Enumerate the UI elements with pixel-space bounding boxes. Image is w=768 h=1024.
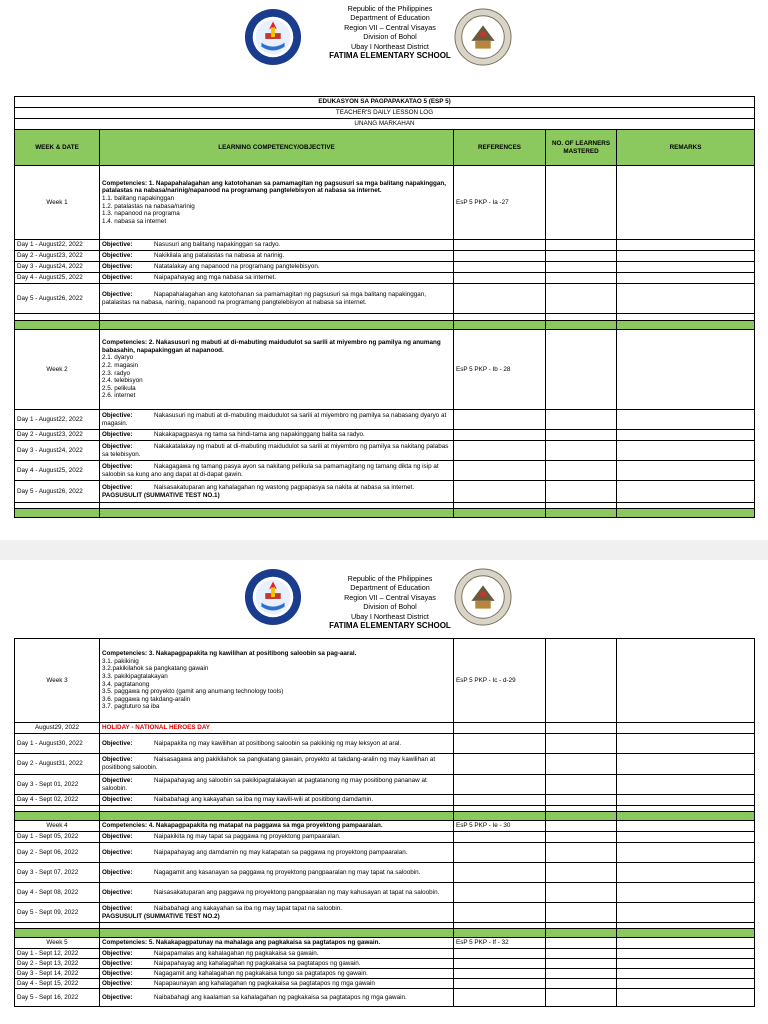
objective-text: Naipapahayag ang mga nabasa sa internet. xyxy=(154,274,277,282)
table-row xyxy=(15,903,755,923)
header-line: Ubay I Northeast District xyxy=(351,41,429,51)
list-item: 3.1. pakikinig xyxy=(102,657,139,665)
table-row xyxy=(15,441,755,461)
list-item: 3.5. paggawa ng proyekto (gamit ang anumang technology tools) xyxy=(102,688,284,696)
week-label: Week 4 xyxy=(15,821,100,832)
week-label: Week 1 xyxy=(15,166,100,240)
week-label: Week 2 xyxy=(15,330,100,410)
header-line: Department of Education xyxy=(350,13,430,23)
school-seal-icon xyxy=(454,8,512,66)
objective-label: Objective: xyxy=(102,411,133,419)
reference-cell: EsP 5 PKP - Ie - 30 xyxy=(454,821,546,832)
table-row xyxy=(15,979,755,989)
table-row xyxy=(15,723,755,734)
header-line: Republic of the Philippines xyxy=(347,574,433,583)
day-date: Day 3 - August24, 2022 xyxy=(15,441,100,461)
table-row xyxy=(15,969,755,979)
table-row xyxy=(15,314,755,321)
objective-label: Objective: xyxy=(102,431,133,439)
table-row xyxy=(15,262,755,273)
objective-label: Objective: xyxy=(102,290,133,298)
header-line: Ubay I Northeast District xyxy=(351,611,429,621)
objective-label: Objective: xyxy=(102,756,133,764)
day-date: Day 2 - August23, 2022 xyxy=(15,251,100,262)
table-row xyxy=(15,795,755,806)
objective-label: Objective: xyxy=(102,274,133,282)
separator-row xyxy=(15,509,755,518)
reference-cell: EsP 5 PKP - Ia -27 xyxy=(454,166,546,240)
objective-text: Naibabahagi ang kakayahan sa iba ng may kawili-wili at positibong damdamin. xyxy=(154,796,374,804)
reference-cell: EsP 5 PKP - If - 32 xyxy=(454,938,546,949)
week-label: Week 5 xyxy=(15,938,100,949)
objective-label: Objective: xyxy=(102,796,133,804)
day-date: Day 3 - Sept 01, 2022 xyxy=(15,775,100,795)
list-item: 1.3. napanood na programa xyxy=(102,210,180,218)
remarks-cell xyxy=(617,330,755,410)
school-seal-icon xyxy=(454,568,512,626)
table-row xyxy=(15,938,755,949)
reference-cell: EsP 5 PKP - Ic - d-29 xyxy=(454,639,546,723)
col-remarks-header: REMARKS xyxy=(617,130,755,166)
table-row xyxy=(15,240,755,251)
table-row xyxy=(15,754,755,775)
school-name: FATIMA ELEMENTARY SCHOOL xyxy=(329,621,451,631)
list-item: 3.7. pagtuturo sa iba xyxy=(102,703,160,711)
competency-cell xyxy=(100,166,454,240)
list-item: 3.6. paggawa ng takdang-aralin xyxy=(102,695,191,703)
table-row xyxy=(15,166,755,240)
objective-text: Napapaunayan ang kahalagahan ng pagkakaisa sa pagtatapos ng mga gawain xyxy=(154,979,375,987)
holiday-label: HOLIDAY - NATIONAL HEROES DAY xyxy=(100,723,454,734)
objective-label: Objective: xyxy=(102,263,133,271)
day-date: Day 1 - August30, 2022 xyxy=(15,734,100,754)
objective-label: Objective: xyxy=(102,252,133,260)
table-row xyxy=(15,273,755,284)
day-date: Day 1 - August22, 2022 xyxy=(15,410,100,430)
competency-text: 4. Nakapagpapakita ng matapat na paggawa sa mga proyektong pampaaralan. xyxy=(148,822,383,830)
objective-text: Naipapahayag ang saloobin sa pakikipagtalakayan at pagtatanong ng may positibong pananaw at saloobin. xyxy=(102,776,427,792)
school-name: FATIMA ELEMENTARY SCHOOL xyxy=(329,51,451,61)
objective-label: Objective: xyxy=(102,969,133,977)
remarks-cell xyxy=(617,166,755,240)
objective-text: Naibabahagi ang kaalaman sa kahalagahan ng pagkakaisa sa pagtatapos ng mga gawain. xyxy=(154,993,407,1001)
objective-label: Objective: xyxy=(102,442,133,450)
table-row xyxy=(15,430,755,441)
table-row xyxy=(15,330,755,410)
list-item: 2.4. telebisyon xyxy=(102,377,143,385)
list-item: 3.2.pakikilahok sa pangkatang gawain xyxy=(102,665,209,673)
table-row xyxy=(15,989,755,1007)
day-date: Day 4 - Sept 15, 2022 xyxy=(15,979,100,989)
day-date: Day 4 - Sept 02, 2022 xyxy=(15,795,100,806)
objective-text: Nakasusuri ng mabuti at di-mabuting maidudulot sa sarili at miyembro ng pamilya sa nabasang dyaryo at magasin. xyxy=(102,411,447,427)
header-line: Region VII – Central Visayas xyxy=(344,592,436,602)
table-row xyxy=(15,284,755,314)
separator-row xyxy=(15,321,755,330)
objective-text: Naisasakatuparan ang paggawa ng proyektong pangpaaralan ng may kahusayan at tapat na saloobin. xyxy=(154,888,440,896)
day-date: Day 4 - August25, 2022 xyxy=(15,461,100,481)
day-date: Day 4 - August25, 2022 xyxy=(15,273,100,284)
table-row xyxy=(15,461,755,481)
header-line: Division of Bohol xyxy=(363,602,417,612)
table-row xyxy=(15,863,755,883)
list-item: 3.3. pakikipagtalakayan xyxy=(102,672,168,680)
objective-label: Objective: xyxy=(102,462,133,470)
objective-text: Naipapamalas ang kahalagahan ng pagkakaisa sa gawain. xyxy=(154,949,319,957)
table-row xyxy=(15,775,755,795)
competency-text: 2. Nakasusuri ng mabuti at di-mabuting maidudulot sa sarili at miyembro ng pamilya ng anumang babasahin, napapakinggan at napanood. xyxy=(102,339,441,354)
objective-label: Objective: xyxy=(102,483,133,491)
objective-text: Naipapahayag ang kahalagahan ng pagkakaisa sa pagtatapos ng gawain. xyxy=(154,959,361,967)
objective-text: Nagagamit ang kasanayan sa paggawa ng proyektong pangpaaralan ng may tapat na saloobin. xyxy=(154,868,421,876)
holiday-date: August29, 2022 xyxy=(15,723,100,734)
header-line: Department of Education xyxy=(350,583,430,593)
learners-cell xyxy=(546,639,617,723)
day-date: Day 2 - August23, 2022 xyxy=(15,430,100,441)
objective-label: Objective: xyxy=(102,888,133,896)
competency-text: 3. Nakapagpapakita ng kawilihan at positibong saloobin sa pag-aaral. xyxy=(148,650,357,658)
summative-test-label: PAGSUSULIT (SUMMATIVE TEST NO.2) xyxy=(102,912,220,920)
table-row xyxy=(15,821,755,832)
learners-cell xyxy=(546,166,617,240)
day-date: Day 5 - Sept 16, 2022 xyxy=(15,989,100,1007)
objective-text: Naipapahayag ang damdamin ng may katapatan sa paggawa ng proyektong pampaaralan. xyxy=(154,848,408,856)
quarter-label: UNANG MARKAHAN xyxy=(15,119,755,130)
objective-label: Objective: xyxy=(102,833,133,841)
objective-label: Objective: xyxy=(102,979,133,987)
col-references-header: REFERENCES xyxy=(454,130,546,166)
objective-text: Nakikilala ang patalastas na nabasa at narinig. xyxy=(154,252,285,260)
table-row xyxy=(15,883,755,903)
day-date: Day 4 - Sept 08, 2022 xyxy=(15,883,100,903)
competencies-label: Competencies: xyxy=(102,339,148,347)
competency-cell xyxy=(100,639,454,723)
day-date: Day 1 - August22, 2022 xyxy=(15,240,100,251)
day-date: Day 5 - Sept 09, 2022 xyxy=(15,903,100,923)
day-date: Day 3 - August24, 2022 xyxy=(15,262,100,273)
objective-text: Naisasagawa ang pakikilahok sa pangkatang gawain, proyekto at takdang-aralin ng may kawilihan at positibong saloobin. xyxy=(102,756,436,771)
objective-label: Objective: xyxy=(102,949,133,957)
list-item: 2.5. pelikula xyxy=(102,384,136,392)
separator-row xyxy=(15,812,755,821)
table-row xyxy=(15,959,755,969)
objective-text: Natatalakay ang napanood na programang pangtelebisyon. xyxy=(154,263,320,271)
objective-label: Objective: xyxy=(102,739,133,747)
week-label: Week 3 xyxy=(15,639,100,723)
day-date: Day 1 - Sept 05, 2022 xyxy=(15,832,100,843)
competency-text: 1. Napapahalagahan ang katotohanan sa pamamagitan ng pagsusuri sa mga balitang napakinggan, patalastas na nabasa/narinig/napanood na programang pangtelebisyon at nabasa sa internet. xyxy=(102,179,446,195)
day-date: Day 5 - August26, 2022 xyxy=(15,481,100,503)
list-item: 2.2. magasin xyxy=(102,361,139,369)
col-competency-header: LEARNING COMPETENCY/OBJECTIVE xyxy=(100,130,454,166)
lesson-log-table-2 xyxy=(14,638,755,1007)
table-row xyxy=(15,251,755,262)
day-date: Day 2 - August31, 2022 xyxy=(15,754,100,775)
day-date: Day 5 - August26, 2022 xyxy=(15,284,100,314)
list-item: 1.1. balitang napakinggan xyxy=(102,194,175,202)
summative-test-label: PAGSUSULIT (SUMMATIVE TEST NO.1) xyxy=(102,491,220,499)
table-row xyxy=(15,410,755,430)
objective-text: Naibabahagi ang kakayahan sa iba ng may tapat tapat na saloobin. xyxy=(154,904,342,912)
objective-text: Nakagagawa ng tamang pasya ayon sa nakitang pelikula sa pamamagitang ng tamang dikta ng isip at saloobin sa kung ano ang dapat at di-dapat gawin. xyxy=(102,462,439,478)
header-line: Region VII – Central Visayas xyxy=(344,22,436,32)
page-gap xyxy=(0,540,768,560)
competency-text: 5. Nakakapagpatunay na mahalaga ang pagkakaisa sa pagtatapos ng gawain. xyxy=(148,939,381,947)
table-row xyxy=(15,639,755,723)
day-date: Day 1 - Sept 12, 2022 xyxy=(15,949,100,959)
list-item: 1.2. patalastas na nabasa/narinig xyxy=(102,202,195,210)
day-date: Day 2 - Sept 13, 2022 xyxy=(15,959,100,969)
table-row xyxy=(15,843,755,863)
day-date: Day 3 - Sept 07, 2022 xyxy=(15,863,100,883)
competencies-label: Competencies: xyxy=(102,650,148,658)
letterhead xyxy=(0,0,768,92)
objective-text: Naipapakita ng may kawilihan at positibong saloobin sa pakikinig ng may leksyon at aral. xyxy=(154,739,402,747)
learners-cell xyxy=(546,330,617,410)
objective-label: Objective: xyxy=(102,776,133,784)
objective-label: Objective: xyxy=(102,904,133,912)
list-item: 2.1. dyaryo xyxy=(102,354,134,362)
objective-label: Objective: xyxy=(102,868,133,876)
day-date: Day 2 - Sept 06, 2022 xyxy=(15,843,100,863)
objective-text: Nagagamit ang kahalagahan ng pagkakaisa tungo sa pagtatapos ng gawain. xyxy=(154,969,368,977)
objective-label: Objective: xyxy=(102,959,133,967)
remarks-cell xyxy=(617,639,755,723)
competencies-label: Competencies: xyxy=(102,179,148,187)
objective-label: Objective: xyxy=(102,848,133,856)
objective-text: Nakakapagpasya ng tama sa hindi-tama ang napakinggang balita sa radyo. xyxy=(154,431,365,439)
list-item: 3.4. pagtatanong xyxy=(102,680,150,688)
table-row xyxy=(15,481,755,503)
table-row xyxy=(15,832,755,843)
objective-text: Naisasakatuparan ang kahalagahan ng wastong pagpapasya sa nakita at nabasa sa internet. xyxy=(154,483,415,491)
table-row xyxy=(15,949,755,959)
objective-text: Naipakikita ng may tapat sa paggawa ng proyektong pampaaralan. xyxy=(154,833,341,841)
objective-text: Nakakatalakay ng mabuti at di-mabuting maidudulot sa sarili at miyembro ng pamilya sa nakitang palabas sa telebisyon. xyxy=(102,442,449,458)
objective-text: Napapahalagahan ang katotohanan sa pamamagitan ng pagsusuri sa mga balitang napakinggan, patalastas na nabasa, narinig, napanood na programang pangtelebisyon at nabasa sa internet. xyxy=(102,290,427,306)
header-line: Division of Bohol xyxy=(363,32,417,42)
doc-title: EDUKASYON SA PAGPAPAKATAO 5 (ESP 5) xyxy=(15,97,755,108)
competencies-label: Competencies: xyxy=(102,822,148,830)
list-item: 1.4. nabasa sa internet xyxy=(102,217,167,225)
col-learners-header: NO. OF LEARNERS MASTERED xyxy=(546,130,617,166)
col-week-header: WEEK & DATE xyxy=(15,130,100,166)
separator-row xyxy=(15,929,755,938)
lesson-log-table-1 xyxy=(14,96,755,518)
list-item: 2.3. radyo xyxy=(102,369,131,377)
objective-label: Objective: xyxy=(102,993,133,1001)
objective-label: Objective: xyxy=(102,241,133,249)
competencies-label: Competencies: xyxy=(102,939,148,947)
objective-text: Nasusuri ang balitang napakinggan sa radyo. xyxy=(154,241,281,249)
table-row xyxy=(15,734,755,754)
list-item: 2.6. internet xyxy=(102,392,136,400)
header-line: Republic of the Philippines xyxy=(347,4,433,13)
reference-cell: EsP 5 PKP - Ib - 28 xyxy=(454,330,546,410)
doc-subtitle: TEACHER'S DAILY LESSON LOG xyxy=(15,108,755,119)
competency-cell xyxy=(100,330,454,410)
day-date: Day 3 - Sept 14, 2022 xyxy=(15,969,100,979)
